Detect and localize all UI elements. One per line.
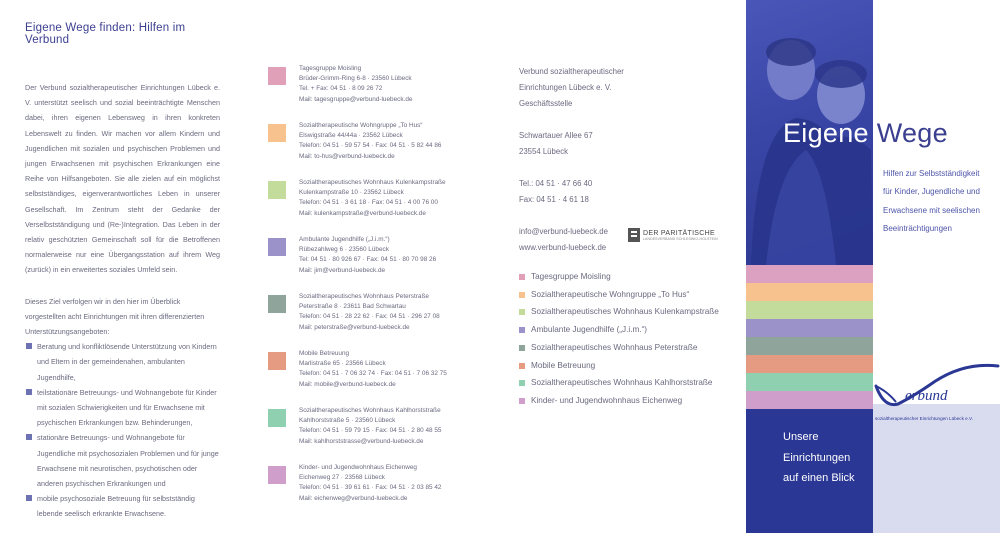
- facility-line: Eichenweg 27 · 23568 Lübeck: [299, 474, 385, 482]
- legend-item: [519, 321, 719, 339]
- legend-item: [519, 268, 719, 286]
- cover-title: [783, 118, 948, 149]
- intro-column: [25, 22, 220, 522]
- legend-label: Sozialtherapeutisches Wohnhaus Kahlhorststraße: [531, 378, 713, 388]
- org-name-line: Verbund sozialtherapeutischer: [519, 67, 624, 76]
- facility-details: [299, 463, 441, 504]
- legend-swatch: [519, 274, 525, 280]
- facility-line: Kahlhorststraße 5 · 23560 Lübeck: [299, 417, 396, 425]
- facility-line: Telefon: 04 51 · 39 61 61 · Fax: 04 51 · 2 03 85 42: [299, 484, 442, 492]
- facility-name: Mobile Betreuung: [299, 350, 350, 357]
- facility-email[interactable]: Mail: kulenkampstraße@verbund-luebeck.de: [299, 209, 426, 217]
- facility-details: [299, 292, 440, 333]
- facility-line: Telefon: 04 51 · 59 79 15 · Fax: 04 51 · 2 80 48 55: [299, 427, 442, 435]
- legend-label: Mobile Betreuung: [531, 360, 596, 370]
- color-stripe: [746, 355, 873, 373]
- facility-line: Peterstraße 8 · 23611 Bad Schwartau: [299, 303, 406, 311]
- color-stripe: [746, 265, 873, 283]
- intro-paragraph: Der Verbund sozialtherapeutischer Einrichtungen Lübeck e. V. unterstützt seelisch und sozial beeinträchtigte Menschen dabei, ihren eigenen Lebensweg in ihren konkreten Lebenswelt zu finden. Wir machen vor allem Kindern und Jugendlichen mit sozialen und psychischen Problemen und jungen Erwachsenen mit psychischen Erkrankungen eine Reihe von Hilfsangeboten. Sie alle zielen auf ein möglichst selbstständiges, eigenverantwortliches Leben in unserer Gesellschaft. Im Zentrum steht der Gedanke der Verselbstständigung und (Re-)Integration. Das Leben in der relativ geschützten Gemeinschaft soll für die Betroffenen normalerweise nur eine Übergangsstation auf ihrem Weg (zurück) in ein erweitertes soziales Umfeld sein.: [25, 83, 220, 275]
- legend-label: Tagesgruppe Moisling: [531, 272, 611, 281]
- color-swatch: [268, 67, 286, 85]
- facility-entry: [268, 178, 468, 235]
- facility-details: [299, 349, 447, 390]
- cover-title-part2: Wege: [876, 118, 948, 148]
- legend-swatch: [519, 345, 525, 351]
- facility-entry: [268, 292, 468, 349]
- goal-paragraph: Dieses Ziel verfolgen wir in den hier im Überblick vorgestellten acht Einrichtungen mit ihren differenzierten Unterstützungsangeboten:: [25, 296, 205, 337]
- facility-entry: [268, 235, 468, 292]
- phone: Tel.: 04 51 · 47 66 40: [519, 179, 593, 188]
- facility-line: Brüder-Grimm-Ring 6-8 · 23560 Lübeck: [299, 75, 412, 83]
- facility-entry: [268, 406, 468, 463]
- facility-line: Telefon: 04 51 · 59 57 54 · Fax: 04 51 · 5 82 44 86: [299, 142, 442, 150]
- caption-line: auf einen Blick: [783, 472, 855, 484]
- facility-email[interactable]: Mail: kahlhorststrasse@verbund-luebeck.de: [299, 437, 424, 445]
- caption-line: Einrichtungen: [783, 451, 851, 464]
- facility-details: [299, 64, 412, 105]
- facility-line: Rübezahlweg 6 · 23560 Lübeck: [299, 246, 389, 254]
- legend-swatch: [519, 327, 525, 333]
- web-link[interactable]: www.verbund-luebeck.de: [519, 243, 607, 252]
- legend-label: Ambulante Jugendhilfe („J.i.m.“): [531, 325, 648, 335]
- facility-email[interactable]: Mail: jim@verbund-luebeck.de: [299, 266, 386, 274]
- color-stripe: [746, 391, 873, 409]
- org-name-line: Einrichtungen Lübeck e. V.: [519, 83, 612, 92]
- facility-details: [299, 235, 436, 276]
- service-list: [25, 339, 220, 521]
- street: Schwartauer Allee 67: [519, 131, 593, 140]
- facility-email[interactable]: Mail: peterstraße@verbund-luebeck.de: [299, 323, 410, 331]
- facility-name: Sozialtherapeutisches Wohnhaus Kahlhorststraße: [299, 407, 441, 414]
- facility-line: Tel. + Fax: 04 51 · 8 09 26 72: [299, 85, 383, 93]
- legend-item: [519, 357, 719, 375]
- facility-entry: [268, 349, 468, 406]
- subtitle-line: Erwachsene mit seelischen: [883, 205, 980, 215]
- caption-line: Unsere: [783, 431, 819, 443]
- legend-item: [519, 392, 719, 410]
- legend-swatch: [519, 363, 525, 369]
- facility-name: Kinder- und Jugendwohnhaus Eichenweg: [299, 464, 417, 471]
- facility-line: Marlistraße 65 · 23566 Lübeck: [299, 360, 386, 368]
- facility-entry: [268, 64, 468, 121]
- service-item: stationäre Betreuungs- und Wohnangebote für Jugendliche mit psychosozialen Problemen und für junge Erwachsene mit neurotischen, psychotischen oder anderen psychischen Erkrankungen und: [25, 430, 220, 491]
- facility-email[interactable]: Mail: eichenweg@verbund-luebeck.de: [299, 494, 408, 502]
- paritaet-name: DER PARITÄTISCHE: [643, 229, 715, 237]
- color-stripe: [746, 319, 873, 337]
- service-item: teilstationäre Betreuungs- und Wohnangebote für Kinder mit sozialen Schwierigkeiten und für Erwachsene mit psychischen Erkrankungen bzw. Behinderungen,: [25, 385, 220, 431]
- facility-list: [268, 64, 468, 520]
- legend-item: [519, 374, 719, 392]
- legend-label: Sozialtherapeutische Wohngruppe „To Hus“: [531, 289, 690, 299]
- subtitle-line: Hilfen zur Selbstständigkeit: [883, 169, 980, 178]
- logo-subline: sozialtherapeutischer Einrichtungen Lübeck e.V.: [875, 416, 973, 421]
- facility-line: Telefon: 04 51 · 7 06 32 74 · Fax: 04 51 · 7 06 32 75: [299, 370, 447, 378]
- contact-column: [519, 64, 734, 405]
- overview-caption: [783, 427, 855, 489]
- paritaet-icon: [628, 228, 640, 242]
- legend-label: Sozialtherapeutisches Wohnhaus Kulenkampstraße: [531, 307, 719, 317]
- paritaet-sub: LANDESVERBAND SCHLESWIG-HOLSTEIN: [643, 236, 718, 241]
- facility-name: Sozialtherapeutische Wohngruppe „To Hus“: [299, 122, 423, 129]
- facility-details: [299, 178, 446, 219]
- service-item: mobile psychosoziale Betreuung für selbstständig lebende seelisch erkrankte Erwachsene.: [25, 491, 220, 521]
- subtitle-line: Beeinträchtigungen: [883, 223, 952, 233]
- color-swatch: [268, 295, 286, 313]
- color-stripe: [746, 301, 873, 319]
- color-stripe: [746, 337, 873, 355]
- color-swatch: [268, 238, 286, 256]
- facility-entry: [268, 121, 468, 178]
- legend-item: [519, 339, 719, 357]
- facility-legend: [519, 268, 719, 410]
- color-stripe: [746, 283, 873, 301]
- facility-name: Sozialtherapeutisches Wohnhaus Kulenkampstraße: [299, 179, 446, 186]
- logo-wordmark: erbund: [905, 388, 948, 404]
- facility-line: Kulenkampstraße 10 · 23562 Lübeck: [299, 189, 404, 197]
- fax: Fax: 04 51 · 4 61 18: [519, 195, 589, 204]
- facility-details: [299, 121, 441, 162]
- facility-line: Elswigstraße 44/44a · 23562 Lübeck: [299, 132, 403, 140]
- color-swatch: [268, 181, 286, 199]
- legend-swatch: [519, 309, 525, 315]
- paritaet-logo: [628, 228, 718, 242]
- subtitle-line: für Kinder, Jugendliche und: [883, 187, 980, 197]
- facility-line: Telefon: 04 51 · 3 61 18 · Fax: 04 51 · 4 00 76 00: [299, 199, 438, 207]
- color-swatch: [268, 466, 286, 484]
- facility-email[interactable]: Mail: to-hus@verbund-luebeck.de: [299, 152, 395, 160]
- legend-item: [519, 286, 719, 304]
- cover-subtitle: [883, 165, 995, 238]
- legend-swatch: [519, 398, 525, 404]
- page-title: Eigene Wege finden: Hilfen im Verbund: [25, 22, 186, 46]
- facility-email[interactable]: Mail: tagesgruppe@verbund-luebeck.de: [299, 95, 413, 103]
- legend-item: [519, 303, 719, 321]
- cover-title-part1: Eigene: [783, 118, 877, 148]
- facility-name: Sozialtherapeutisches Wohnhaus Peterstraße: [299, 293, 429, 300]
- facility-name: Tagesgruppe Moisling: [299, 65, 362, 72]
- color-stripes: [746, 265, 873, 409]
- facility-email[interactable]: Mail: mobile@verbund-luebeck.de: [299, 380, 396, 388]
- color-swatch: [268, 124, 286, 142]
- city: 23554 Lübeck: [519, 147, 568, 156]
- color-swatch: [268, 352, 286, 370]
- facility-name: Ambulante Jugendhilfe („J.i.m.“): [299, 236, 390, 243]
- facility-line: Telefon: 04 51 · 28 22 62 · Fax: 04 51 · 296 27 08: [299, 313, 440, 321]
- legend-swatch: [519, 292, 525, 298]
- color-stripe: [746, 373, 873, 391]
- facility-entry: [268, 463, 468, 520]
- legend-swatch: [519, 380, 525, 386]
- legend-label: Kinder- und Jugendwohnhaus Eichenweg: [531, 395, 683, 405]
- facility-details: [299, 406, 441, 447]
- legend-label: Sozialtherapeutisches Wohnhaus Peterstraße: [531, 342, 698, 352]
- cover-bottom-tint: [873, 404, 1000, 533]
- color-swatch: [268, 409, 286, 427]
- facility-line: Tel: 04 51 · 80 926 67 · Fax: 04 51 · 80 70 98 26: [299, 256, 437, 264]
- service-item: Beratung und konfliktlösende Unterstützung von Kindern und Eltern in der gemeindenahen, ambulanten Jugendhilfe,: [25, 339, 220, 385]
- email-link[interactable]: info@verbund-luebeck.de: [519, 227, 608, 236]
- org-office: Geschäftsstelle: [519, 99, 573, 108]
